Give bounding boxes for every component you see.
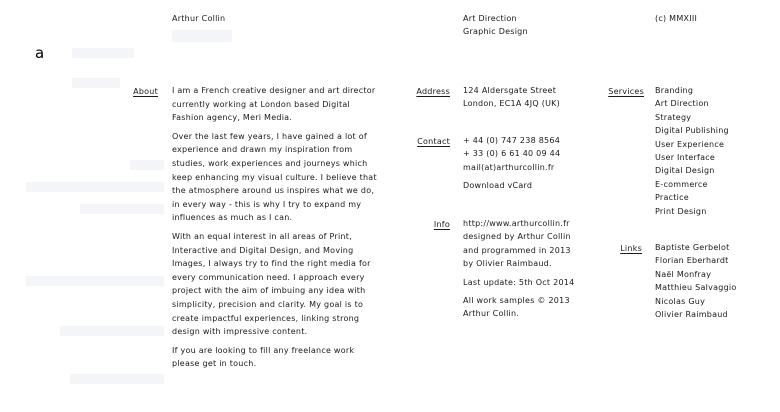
about-text	[172, 84, 412, 371]
background-ghost-text	[72, 78, 120, 88]
background-ghost-text	[60, 326, 164, 336]
about-label: About	[133, 87, 158, 96]
discipline-item: Art Direction	[463, 14, 517, 23]
about-paragraph: If you are looking to fill any freelance work please get in touch.	[172, 345, 355, 369]
friend-link[interactable]: Matthieu Salvaggio	[655, 283, 737, 293]
copyright: (c) MMXIII	[655, 14, 698, 23]
friend-link[interactable]: Olivier Raimbaud	[655, 310, 728, 320]
friend-link[interactable]: Florian Eberhardt	[655, 256, 729, 266]
services-list	[655, 84, 729, 218]
service-item: Digital Publishing	[655, 126, 729, 136]
last-update: Last update: 5th Oct 2014	[463, 277, 575, 287]
info-line: by Olivier Raimbaud.	[463, 259, 552, 269]
background-ghost-text	[80, 204, 164, 214]
service-item: Practice	[655, 193, 689, 203]
about-paragraph: I am a French creative designer and art director currently working at London based Digital Fashion agency, Meri Media.	[172, 86, 376, 123]
disciplines	[463, 12, 528, 39]
info-label: Info	[433, 220, 450, 229]
service-item: Digital Design	[655, 166, 715, 176]
info-block	[463, 217, 574, 321]
background-ghost-text	[72, 48, 134, 58]
service-item: E-commerce	[655, 179, 708, 189]
service-item: User Experience	[655, 139, 725, 149]
links-label: Links	[620, 244, 642, 253]
service-item: Strategy	[655, 112, 692, 122]
discipline-item: Graphic Design	[463, 27, 528, 37]
site-title[interactable]: Arthur Collin	[172, 14, 226, 23]
service-item: Print Design	[655, 206, 707, 216]
vcard-download-link[interactable]: Download vCard	[463, 181, 533, 191]
info-line: designed by Arthur Collin	[463, 232, 571, 242]
address-block	[463, 84, 560, 111]
about-paragraph: Over the last few years, I have gained a lot of experience and drawn my inspiration from studies, work experiences and journeys which keep enhancing my visual culture. I believe that the atmosphere around us inspires what we do, in every way - this is why I try to expand my influences as much as I can.	[172, 131, 377, 223]
phone-link[interactable]: + 33 (0) 6 61 40 09 44	[463, 149, 561, 159]
info-line: and programmed in 2013	[463, 245, 571, 255]
website-link[interactable]: http://www.arthurcollin.fr	[463, 219, 570, 228]
friend-link[interactable]: Nicolas Guy	[655, 296, 706, 306]
contact-label: Contact	[417, 137, 450, 146]
background-ghost-text	[130, 160, 164, 170]
address-label: Address	[416, 87, 450, 96]
background-ghost-text	[26, 276, 164, 286]
links-list	[655, 241, 737, 321]
contact-block	[463, 134, 560, 193]
rights-line: All work samples © 2013	[463, 296, 570, 306]
service-item: Art Direction	[655, 99, 709, 109]
phone-link[interactable]: + 44 (0) 747 238 8564	[463, 136, 561, 145]
about-paragraph: With an equal interest in all areas of Print, Interactive and Digital Design, and Moving Images, I always try to find the right media for every communication need. I approach every project with the aim of imbuing any idea with simplicity, precision and clarity. My goal is to create impactful experiences, linking strong design with impressive content.	[172, 231, 371, 337]
background-ghost-text	[172, 30, 232, 42]
service-item: Branding	[655, 86, 694, 95]
background-ghost-text	[70, 374, 164, 384]
friend-link[interactable]: Naël Monfray	[655, 269, 712, 279]
service-item: User Interface	[655, 153, 716, 163]
address-line: London, EC1A 4JQ (UK)	[463, 99, 561, 109]
address-line: 124 Aldersgate Street	[463, 86, 557, 95]
background-ghost-text	[26, 182, 164, 192]
email-link[interactable]: mail(at)arthurcollin.fr	[463, 162, 555, 172]
rights-line: Arthur Collin.	[463, 309, 520, 319]
services-label: Services	[608, 87, 644, 96]
friend-link[interactable]: Baptiste Gerbelot	[655, 243, 730, 252]
site-logo[interactable]: a	[35, 44, 45, 62]
